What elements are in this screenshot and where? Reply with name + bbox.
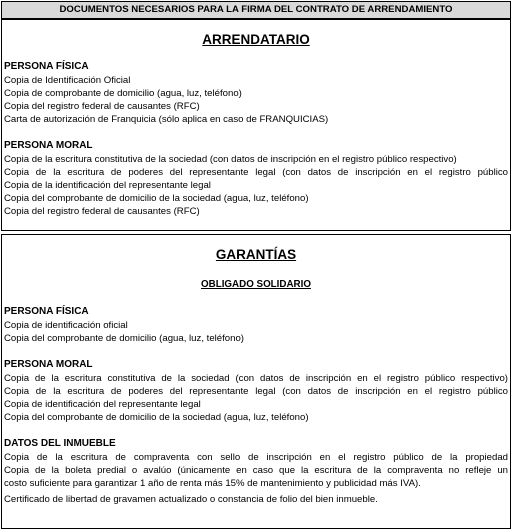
arrendatario-persona-moral-label: PERSONA MORAL: [4, 140, 93, 151]
arrendatario-pm-item: Copia de la escritura de poderes del representante legal (con datos de inscripción en el registro público: [4, 167, 508, 178]
arrendatario-pm-item: Copia de la escritura constitutiva de la sociedad (con datos de inscripción en el registro público respectivo): [4, 154, 457, 165]
datos-inmueble-item: Copia de la boleta predial o avalúo (únicamente en caso que la escritura de la compraventa no refleje un: [4, 465, 508, 476]
garantias-pm-item: Copia del comprobante de domicilio de la sociedad (agua, luz, teléfono): [4, 412, 309, 423]
datos-inmueble-item: Certificado de libertad de gravamen actualizado o constancia de folio del bien inmueble.: [4, 494, 378, 505]
document-title: DOCUMENTOS NECESARIOS PARA LA FIRMA DEL CONTRATO DE ARRENDAMIENTO: [59, 4, 453, 15]
arrendatario-section: [1, 19, 511, 231]
datos-inmueble-label: DATOS DEL INMUEBLE: [4, 438, 116, 449]
garantias-pm-item: Copia de la escritura de poderes del representante legal (con datos de inscripción en el registro público: [4, 386, 508, 397]
arrendatario-persona-fisica-label: PERSONA FÍSICA: [4, 61, 89, 72]
arrendatario-pm-item: Copia del comprobante de domicilio de la sociedad (agua, luz, teléfono): [4, 193, 309, 204]
garantias-pf-item: Copia de identificación oficial: [4, 320, 128, 331]
datos-inmueble-item: costo suficiente para garantizar 1 año de renta más 15% de mantenimiento y publicidad más IVA).: [4, 478, 421, 489]
document-header: [1, 1, 511, 19]
arrendatario-pf-item: Copia de comprobante de domicilio (agua, luz, teléfono): [4, 88, 242, 99]
garantias-pm-item: Copia de la escritura constitutiva de la sociedad (con datos de inscripción en el registro público respectivo): [4, 373, 508, 384]
arrendatario-pf-item: Carta de autorización de Franquicia (sólo aplica en caso de FRANQUICIAS): [4, 114, 329, 125]
arrendatario-pm-item: Copia de la identificación del representante legal: [4, 180, 211, 191]
garantias-pf-item: Copia del comprobante de domicilio (agua, luz, teléfono): [4, 333, 244, 344]
garantias-section: [1, 234, 511, 529]
arrendatario-pm-item: Copia del registro federal de causantes (RFC): [4, 206, 200, 217]
garantias-pm-item: Copia de identificación del representante legal: [4, 399, 201, 410]
arrendatario-pf-item: Copia de Identificación Oficial: [4, 75, 131, 86]
document-page: [1, 1, 511, 529]
garantias-persona-fisica-label: PERSONA FÍSICA: [4, 306, 89, 317]
garantias-persona-moral-label: PERSONA MORAL: [4, 359, 93, 370]
garantias-title: GARANTÍAS: [215, 247, 297, 262]
arrendatario-title: ARRENDATARIO: [202, 32, 310, 47]
datos-inmueble-item: Copia de la escritura de compraventa con sello de inscripción en el registro público de la propiedad: [4, 452, 508, 463]
arrendatario-pf-item: Copia del registro federal de causantes (RFC): [4, 101, 200, 112]
obligado-solidario-subtitle: OBLIGADO SOLIDARIO: [201, 279, 311, 290]
